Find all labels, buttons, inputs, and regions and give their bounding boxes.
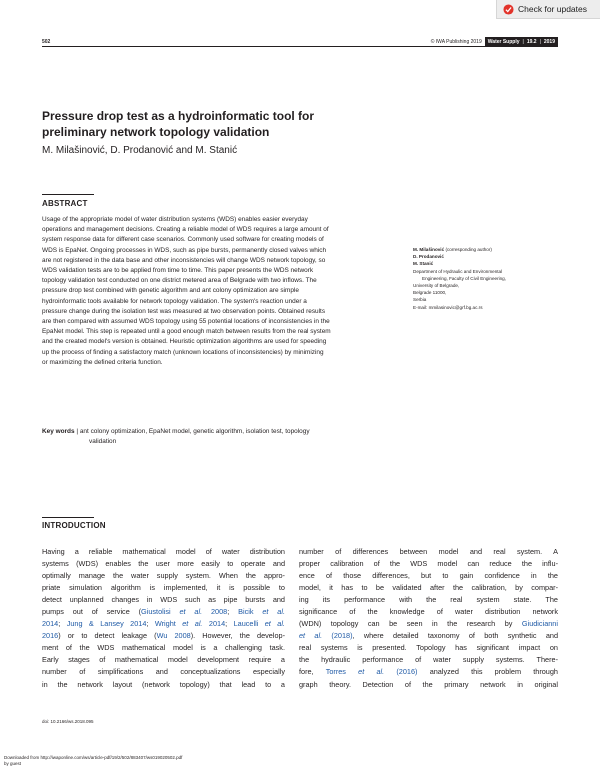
affil-email[interactable]: E-mail: mmilasinovic@grf.bg.ac.rs — [413, 304, 483, 310]
abstract-line: Usage of the appropriate model of water distribution systems (WDS) enables easier everyday — [42, 216, 308, 223]
affil-author-2: D. Prodanović — [413, 254, 444, 260]
publisher-notice: © IWA Publishing 2019 — [430, 38, 482, 45]
intro-line: detect unplanned changes in WDS such as pipe bursts and — [42, 595, 285, 605]
download-line-1: Downloaded from http://iwaponline.com/ws/article-pdf/19/2/502/883407/ws019020502.pdf — [4, 755, 183, 760]
citation-link[interactable]: Wright et al. 2014 — [154, 619, 226, 629]
intro-line: number of differences between model and real system. A — [299, 547, 558, 556]
introduction-rule — [42, 517, 94, 518]
intro-line: significance of the knowledge of water distribution network — [299, 607, 558, 617]
intro-line: graph theory. Detection of the primary network in original — [299, 679, 558, 689]
citation-link[interactable]: 2016 — [42, 631, 59, 641]
abstract-line: hydroinformatic tools available for network topology validation. The system's reaction under a — [42, 297, 307, 305]
download-line-2: by guest — [4, 761, 22, 766]
intro-line: model, it has to be validated after the calibration, by compar- — [299, 583, 558, 593]
affil-line: University of Belgrade, — [413, 283, 460, 289]
intro-line: number of simplifications and conceptualizations especially — [42, 667, 285, 677]
affil-author-1: M. Milašinović — [413, 247, 445, 252]
intro-line: systems (WDS) enables the user more easily to operate and — [42, 559, 285, 569]
affil-line: Serbia — [413, 297, 427, 303]
intro-line: real systems is presented. Topology has significant impact on — [299, 643, 558, 653]
intro-line: priate simulation algorithm is implemented, it is possible to — [42, 583, 285, 593]
abstract-line: WDS validation tests are to be applied from time to time. This paper presents the WDS network — [42, 267, 314, 275]
affil-line: Department of Hydraulic and Environmental — [413, 268, 503, 274]
keywords-line-2: validation — [89, 438, 117, 446]
abstract-line: EpaNet model. This step is repeated until a good enough match between results from the real system — [42, 328, 331, 336]
page-number: 502 — [42, 38, 51, 45]
citation-link[interactable]: Torres et al. (2016) — [325, 667, 418, 677]
keywords-label: Key words — [42, 428, 75, 435]
affil-line: Engineering, Faculty of Civil Engineering, — [422, 275, 507, 281]
intro-line: Having a reliable mathematical model of water distribution — [42, 547, 285, 556]
introduction-heading: INTRODUCTION — [42, 521, 106, 530]
citation-link[interactable]: Jung & Lansey 2014 — [66, 619, 147, 629]
keywords: Key words | ant colony optimization, EpaNet model, genetic algorithm, isolation test, topology validation — [42, 427, 400, 447]
title-line-2: preliminary network topology validation — [42, 125, 270, 139]
title-line-1: Pressure drop test as a hydroinformatic tool for — [42, 109, 315, 123]
journal-name: Water Supply — [487, 38, 520, 45]
affil-author-3: M. Stanić — [413, 261, 434, 267]
abstract-rule — [42, 194, 94, 195]
intro-line: optimally manage the water supply system. When the appro- — [42, 571, 285, 581]
check-for-updates-button[interactable] — [496, 0, 600, 19]
intro-line: ing its performance with the real system state. The — [299, 595, 558, 605]
journal-year: 2019 — [543, 38, 555, 45]
abstract-line: are not registered in the data base and other inconsistencies will change WDS network topology, so — [42, 256, 326, 264]
intro-line: Early stages of mathematical model development require a — [42, 655, 285, 665]
intro-line: ment of the WDS mathematical model is a challenging task. — [42, 643, 285, 653]
abstract-line: pressure change during the isolation test was measured at two observation points. Obtained results — [42, 307, 326, 315]
citation-link[interactable]: Giudicianni — [521, 619, 558, 629]
intro-line: 2016) or to detect leakage (Wu 2008). However, the develop- — [42, 631, 286, 641]
abstract-heading: ABSTRACT — [42, 199, 88, 208]
citation-link[interactable]: Bicik et al. — [238, 607, 285, 617]
check-updates-label: Check for updates — [518, 4, 587, 14]
citation-link[interactable]: 2014 — [42, 619, 59, 629]
introduction-left-column — [42, 546, 285, 691]
abstract-line: are then compared with assumed WDS topology using 55 potential locations of inconsistencies in the — [42, 318, 330, 326]
introduction-right-column — [299, 546, 558, 691]
check-updates-icon — [503, 4, 514, 15]
intro-line: proper calibration of the WDS model can reduce the influ- — [299, 559, 558, 569]
abstract-line: pressure drop test combined with genetic algorithm and ant colony optimization are simple — [42, 287, 299, 295]
intro-line: (WDN) topology can be seen in the research by Giudicianni — [299, 619, 558, 629]
citation-link[interactable]: et al. (2018) — [299, 631, 353, 641]
author-list: M. Milašinović, D. Prodanović and M. Stanić — [42, 145, 238, 156]
download-notice — [4, 755, 182, 767]
abstract-line: system response data for different case scenarios. Commonly used software for creating models of — [42, 236, 324, 244]
citation-link[interactable]: Laucelli et al. — [233, 619, 285, 629]
running-header — [42, 37, 558, 47]
journal-volume: 19.2 — [526, 38, 537, 45]
intro-line: et al. (2018), where detailed taxonomy of both synthetic and — [299, 631, 559, 641]
journal-tag: Water Supply | 19.2 | 2019 — [485, 37, 558, 47]
abstract-line: up the process of finding a satisfactory match (unknown locations of inconsistencies) by minimizing — [42, 348, 324, 356]
citation-link[interactable]: Giustolisi et al. 2008 — [141, 607, 228, 617]
article-title — [42, 108, 442, 140]
intro-line: ence of those differences, but to gain confidence in the — [299, 571, 558, 581]
abstract-line: or maximizing the defined criteria function. — [42, 358, 163, 366]
author-affiliation — [413, 246, 563, 311]
intro-line: fore, Torres et al. (2016) analyzed this problem through — [299, 667, 558, 677]
doi[interactable]: doi: 10.2166/ws.2018.095 — [42, 719, 94, 724]
citation-link[interactable]: Wu 2008 — [156, 631, 191, 641]
abstract-body — [42, 215, 400, 368]
abstract-line: and the created model's version is obtained. Heuristic optimization algorithms are used for speeding — [42, 338, 327, 346]
intro-line: the hydraulic performance of water supply systems. There- — [299, 655, 558, 665]
intro-line: in the network layout (network topology) that lead to a — [42, 679, 285, 689]
affil-corresponding-note: (corresponding author) — [445, 247, 492, 252]
affil-line: Belgrade 11000, — [413, 290, 447, 296]
keywords-line-1: ant colony optimization, EpaNet model, genetic algorithm, isolation test, topology — [79, 428, 310, 435]
abstract-line: operations and management decisions. Creating a reliable model of WDS requires a large amount of — [42, 226, 329, 234]
abstract-line: topology validation test conducted on one district metered area of Belgrade with two inflows. The — [42, 277, 317, 285]
intro-line: pumps out of service (Giustolisi et al. 2008; Bicik et al. — [42, 607, 285, 617]
abstract-line: WDS is EpaNet. Ongoing processes in WDS, such as pipe bursts, permanently closed valves which — [42, 246, 327, 254]
intro-line: 2014; Jung & Lansey 2014; Wright et al. 2014; Laucelli et al. — [42, 619, 285, 629]
